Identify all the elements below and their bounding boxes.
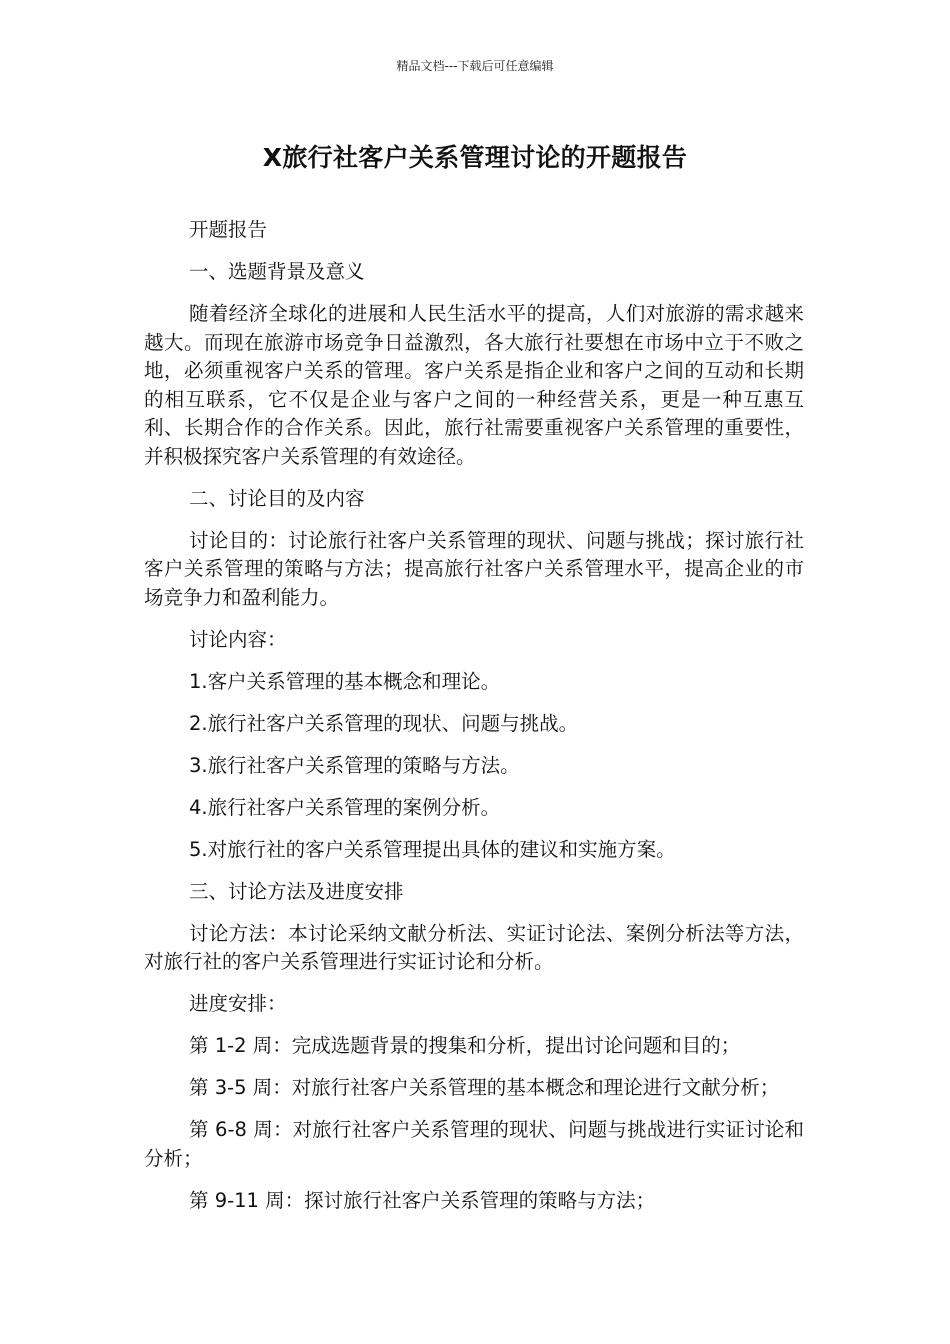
section-heading-background: 一、选题背景及意义 — [189, 260, 365, 283]
content-list-item: 4.旅行社客户关系管理的案例分析。 — [189, 795, 501, 819]
methods-paragraph: 讨论方法：本讨论采纳文献分析法、实证讨论法、案例分析法等方法，对旅行社的客户关系管理进行实证讨论和分析。 — [144, 921, 804, 973]
content-label: 讨论内容： — [189, 627, 287, 651]
schedule-item: 第 1-2 周：完成选题背景的搜集和分析，提出讨论问题和目的； — [189, 1034, 741, 1057]
section-label: 开题报告 — [189, 218, 268, 241]
schedule-item: 第 6-8 周：对旅行社客户关系管理的现状、问题与挑战进行实证讨论和分析； — [144, 1118, 804, 1170]
content-list-item: 3.旅行社客户关系管理的策略与方法。 — [189, 753, 520, 777]
schedule-item: 第 3-5 周：对旅行社客户关系管理的基本概念和理论进行文献分析； — [189, 1076, 780, 1099]
content-list-item: 2.旅行社客户关系管理的现状、问题与挑战。 — [189, 711, 579, 735]
schedule-label: 进度安排： — [189, 992, 287, 1015]
schedule-item: 第 9-11 周：探讨旅行社客户关系管理的策略与方法； — [189, 1188, 656, 1212]
document-body — [144, 216, 804, 1229]
section-heading-purpose: 二、讨论目的及内容 — [189, 486, 365, 510]
header-note: 精品文档---下载后可任意编辑 — [396, 59, 554, 73]
purpose-paragraph: 讨论目的：讨论旅行社客户关系管理的现状、问题与挑战；探讨旅行社客户关系管理的策略与方法；提高旅行社客户关系管理水平，提高企业的市场竞争力和盈利能力。 — [144, 528, 804, 609]
section-heading-methods: 三、讨论方法及进度安排 — [189, 879, 404, 903]
document-title: X旅行社客户关系管理讨论的开题报告 — [262, 143, 688, 172]
content-list-item: 1.客户关系管理的基本概念和理论。 — [189, 669, 501, 693]
background-paragraph: 随着经济全球化的进展和人民生活水平的提高，人们对旅游的需求越来越大。而现在旅游市场竞争日益激烈，各大旅行社要想在市场中立于不败之地，必须重视客户关系的管理。客户关系是指企业和客户之间的互动和长期的相互联系，它不仅是企业与客户之间的一种经营关系，更是一种互惠互利、长期合作的合作关系。因此，旅行社需要重视客户关系管理的重要性，并积极探究客户关系管理的有效途径。 — [144, 302, 804, 468]
content-list-item: 5.对旅行社的客户关系管理提出具体的建议和实施方案。 — [189, 837, 676, 861]
